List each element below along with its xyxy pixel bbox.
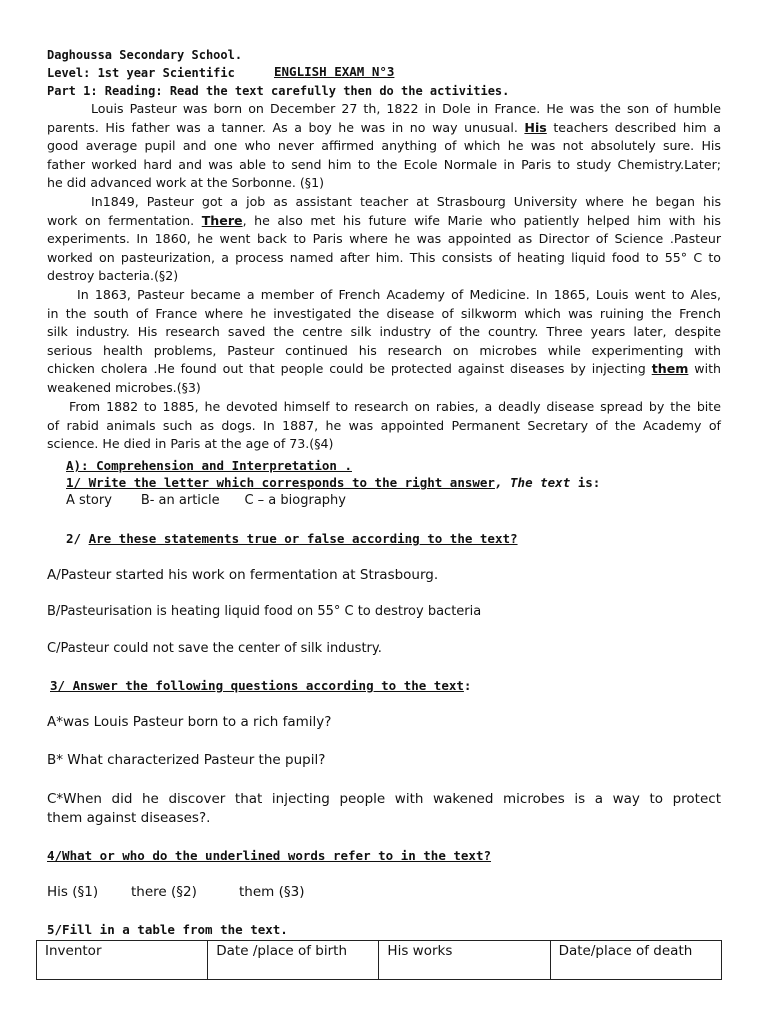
p3-line-4: serious health problems, Pasteur continued his research on microbes while experimenting with [47, 342, 721, 358]
statement-b: B/Pasteurisation is heating liquid food on 55° C to destroy bacteria [47, 604, 482, 619]
p1-line-5: he did advanced work at the Sorbonne. (§1) [47, 175, 324, 191]
col-birth: Date /place of birth [208, 941, 379, 980]
p1-line-3: good average pupil and one who never affirmed anything of which he was not absolutely sure. His [47, 138, 721, 154]
paragraph-1 [47, 100, 721, 193]
p2-line-2: work on fermentation. There, he also met his future wife Marie who patiently helped him with his [47, 212, 721, 228]
q1-choices: A story B- an article C – a biography [66, 493, 346, 508]
part1-instruction: Part 1: Reading: Read the text carefully then do the activities. [47, 84, 510, 98]
q3-question-c: C*When did he discover that injecting people with wakened microbes is a way to protect them against diseases?. [47, 791, 721, 826]
ref-there: there (§2) [131, 884, 197, 900]
p2-line-4: worked on pasteurization, a process named after him. This consists of heating liquid food to 55° C to [47, 249, 721, 265]
q3-title: 3/ Answer the following questions according to the text: [50, 678, 472, 693]
paragraph-3 [47, 286, 721, 398]
section-a-title: A): Comprehension and Interpretation . [66, 458, 352, 473]
paragraph-2 [47, 193, 721, 286]
p1-line-2: parents. His father was a tanner. As a boy he was in no way unusual. His teachers described him a [47, 119, 721, 135]
p3-line-3: silk industry. His research saved the centre silk industry of the country. Three years later, despite [47, 324, 721, 340]
statement-a: A/Pasteur started his work on fermentation at Strasbourg. [47, 567, 439, 583]
exam-title: ENGLISH EXAM N°3 [274, 64, 395, 79]
table-header-row [37, 941, 722, 980]
school-name: Daghoussa Secondary School. [47, 48, 243, 62]
q4-title: 4/What or who do the underlined words refer to in the text? [47, 848, 492, 863]
q3-question-b: B* What characterized Pasteur the pupil? [47, 752, 326, 768]
fill-in-table [36, 940, 722, 980]
underlined-them: them [651, 361, 689, 377]
col-works: His works [379, 941, 550, 980]
p2-line-1: In1849, Pasteur got a job as assistant teacher at Strasbourg University where he began his [91, 194, 721, 209]
level-line: Level: 1st year Scientific [47, 66, 235, 80]
underlined-his: His [524, 119, 547, 135]
p4-line-1: From 1882 to 1885, he devoted himself to research on rabies, a deadly disease spread by the bite [69, 399, 721, 414]
p2-line-3: experiments. In 1860, he went back to Paris where he was appointed as Director of Science .Pasteur [47, 231, 721, 247]
col-death: Date/place of death [550, 941, 721, 980]
p2-line-5: destroy bacteria.(§2) [47, 268, 179, 284]
paragraph-4 [47, 398, 721, 454]
p3-line-2: in the south of France where he investigated the disease of silkworm which was ruining the French [47, 305, 721, 321]
ref-his: His (§1) [47, 884, 99, 900]
p4-line-3: science. He died in Paris at the age of 73.(§4) [47, 436, 334, 452]
p3-line-5: chicken cholera .He found out that people could be protected against diseases by injecting them with [47, 361, 721, 377]
ref-them: them (§3) [239, 884, 305, 900]
underlined-there: There [201, 212, 243, 228]
p3-line-6: weakened microbes.(§3) [47, 379, 201, 395]
col-inventor: Inventor [37, 941, 208, 980]
q5-title: 5/Fill in a table from the text. [47, 922, 288, 937]
statement-c: C/Pasteur could not save the center of silk industry. [47, 641, 382, 656]
p3-line-1: In 1863, Pasteur became a member of French Academy of Medicine. In 1865, Louis went to Ales, [77, 287, 721, 302]
q1-instruction: 1/ Write the letter which corresponds to the right answer, The text is: [66, 475, 601, 490]
p1-line-1: Louis Pasteur was born on December 27 th, 1822 in Dole in France. He was the son of humble [91, 101, 721, 116]
q3-question-a: A*was Louis Pasteur born to a rich family? [47, 714, 332, 730]
q2-title: 2/ Are these statements true or false according to the text? [66, 531, 518, 546]
p1-line-4: father worked hard and was able to send him to the Ecole Normale in Paris to study Chemistry.Later; [47, 156, 721, 172]
p4-line-2: of rabid animals such as dogs. In 1887, he was appointed Permanent Secretary of the Academy of [47, 417, 721, 433]
